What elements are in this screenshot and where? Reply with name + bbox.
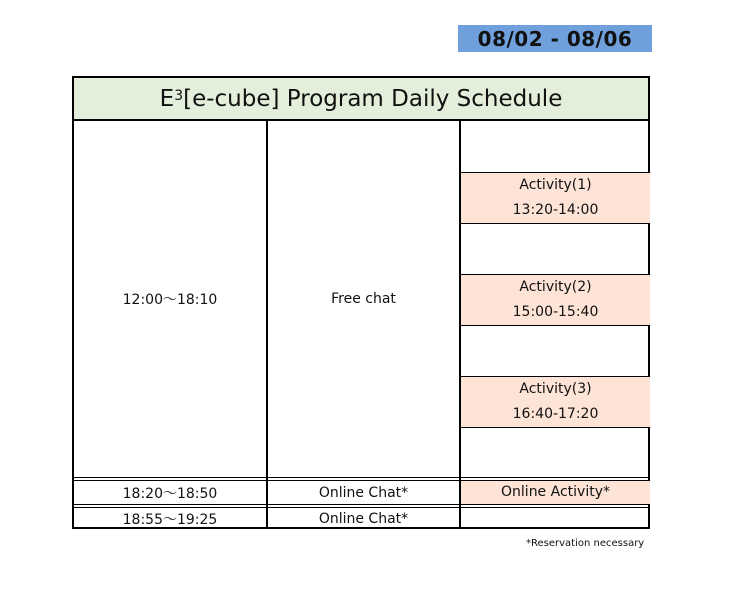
row-middle: Online Chat* — [318, 484, 409, 501]
main-middle: Free chat — [331, 291, 396, 307]
row-time: 18:20～18:50 — [122, 485, 218, 502]
right-empty-cell-2 — [461, 223, 650, 274]
right-divider — [461, 325, 650, 326]
right-divider — [461, 376, 650, 377]
row-middle-cell — [268, 508, 459, 529]
column-divider — [266, 121, 268, 529]
right-empty-cell-1 — [461, 121, 650, 172]
right-empty-cell-3 — [461, 325, 650, 376]
activity-cell-2 — [461, 274, 650, 325]
schedule-table — [72, 76, 650, 529]
row-middle: Online Chat* — [318, 510, 409, 527]
right-divider — [461, 427, 650, 428]
right-empty-cell-4 — [461, 427, 650, 477]
row-middle-cell — [268, 481, 459, 504]
row-time-cell — [74, 481, 266, 504]
main-time-cell — [74, 121, 266, 477]
right-divider — [461, 274, 650, 275]
activity-cell-1 — [461, 172, 650, 223]
right-divider — [461, 172, 650, 173]
main-time: 12:00～18:10 — [122, 292, 218, 308]
row-right: Online Activity* — [501, 484, 610, 500]
column-divider — [459, 121, 461, 529]
row-time-cell — [74, 508, 266, 529]
title-rest: [e-cube] Program Daily Schedule — [183, 85, 563, 112]
activity-time: 13:20-14:00 — [512, 201, 599, 218]
row-time: 18:55～19:25 — [122, 511, 218, 528]
activity-time: 15:00-15:40 — [512, 303, 599, 320]
row-right-cell — [461, 481, 650, 504]
row-right-cell — [461, 508, 650, 529]
activity-name: Activity(2) — [519, 278, 592, 295]
activity-cell-3 — [461, 376, 650, 427]
title-prefix: E — [159, 85, 175, 112]
activity-time: 16:40-17:20 — [512, 405, 599, 422]
main-middle-cell — [268, 121, 459, 477]
schedule-title — [74, 78, 648, 121]
activity-name: Activity(3) — [519, 380, 592, 397]
title-superscript: 3 — [174, 87, 184, 104]
right-divider — [461, 223, 650, 224]
footnote: *Reservation necessary — [526, 538, 645, 549]
activity-name: Activity(1) — [519, 176, 592, 193]
date-range-badge: 08/02 - 08/06 — [458, 25, 652, 52]
